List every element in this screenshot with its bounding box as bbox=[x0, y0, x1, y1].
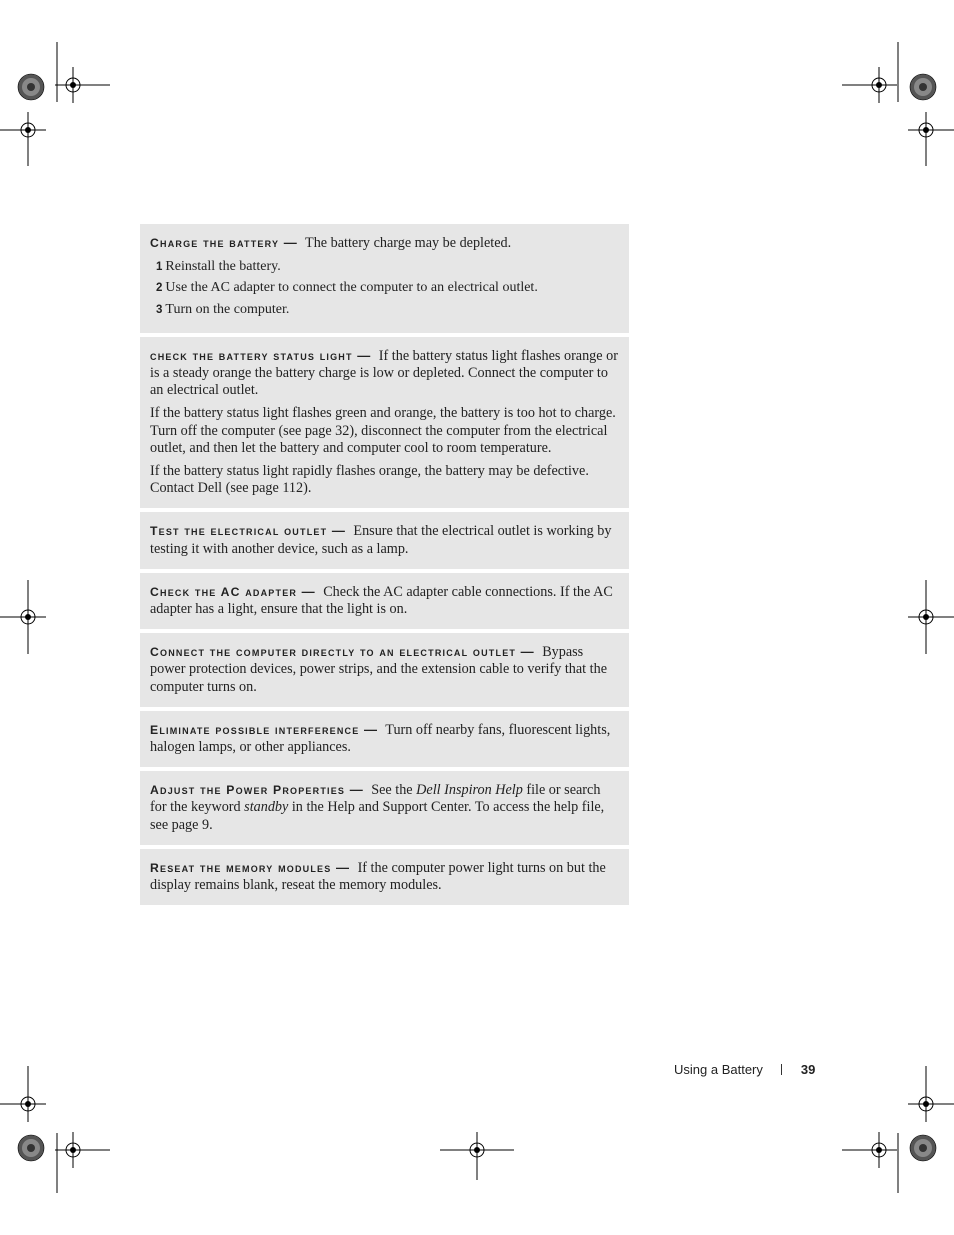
help-title: Dell Inspiron Help bbox=[416, 782, 523, 799]
tip-paragraph: If the battery status light flashes green and orange, the battery is too hot to charge. Turn off the computer (see page 32), disconnect the computer from the electrical outlet, and then let the battery and computer cool to room temperature. bbox=[150, 405, 616, 456]
tip-paragraph bbox=[150, 721, 620, 756]
em-dash: — bbox=[364, 721, 377, 737]
em-dash: — bbox=[520, 644, 534, 660]
step-text: Turn on the computer. bbox=[165, 301, 290, 317]
tip-paragraph bbox=[150, 583, 620, 618]
em-dash: — bbox=[331, 523, 345, 539]
tip-text: The battery charge may be depleted. bbox=[305, 235, 512, 251]
tip-heading: Test the electrical outlet bbox=[150, 524, 328, 539]
tip-paragraph: If the battery status light rapidly flashes orange, the battery may be defective. Contact Dell (see page 112). bbox=[150, 463, 589, 497]
page-footer bbox=[674, 1062, 815, 1077]
color-bar-icon bbox=[18, 74, 44, 100]
tip-text: in the Help and Support Center. To access the help file, see page 9. bbox=[150, 799, 605, 833]
tip-heading: Check the AC adapter bbox=[150, 584, 298, 599]
keyword: standby bbox=[244, 799, 289, 816]
tip-connect-directly bbox=[140, 633, 629, 707]
tip-heading: check the battery status light bbox=[150, 348, 353, 363]
em-dash: — bbox=[349, 782, 363, 798]
tip-text: Ensure that the electrical outlet is working by testing it with another device, such as a lamp. bbox=[150, 523, 612, 557]
tip-paragraph bbox=[150, 859, 620, 894]
tip-text: file or search for the keyword bbox=[150, 782, 601, 816]
tip-paragraph bbox=[150, 781, 620, 834]
tip-heading: Reseat the memory modules bbox=[150, 860, 332, 875]
step-text: Use the AC adapter to connect the computer to an electrical outlet. bbox=[165, 280, 538, 296]
list-item bbox=[156, 258, 620, 276]
tip-text: Turn off nearby fans, fluorescent lights, halogen lamps, or other appliances. bbox=[150, 721, 611, 756]
em-dash: — bbox=[301, 583, 315, 599]
tip-text: Bypass power protection devices, power strips, and the extension cable to verify that the computer turns on. bbox=[150, 644, 608, 695]
tip-paragraph bbox=[150, 643, 620, 696]
step-number: 1 bbox=[156, 261, 163, 274]
tip-heading: Eliminate possible interference bbox=[150, 722, 360, 737]
tip-eliminate-interference bbox=[140, 711, 629, 767]
tip-text: If the battery status light flashes orange or is a steady orange the battery charge is low or depleted. Connect the computer to an electrical outlet. bbox=[150, 347, 618, 399]
tip-paragraph bbox=[150, 347, 620, 400]
list-item bbox=[156, 279, 620, 297]
color-bar-icon bbox=[910, 74, 936, 100]
color-bar-icon bbox=[910, 1135, 936, 1161]
page-number: 39 bbox=[800, 1062, 816, 1077]
footer-section-title: Using a Battery bbox=[674, 1062, 763, 1077]
registration-mark-icon bbox=[861, 67, 897, 103]
step-number: 2 bbox=[156, 282, 163, 295]
troubleshooting-list bbox=[140, 224, 629, 909]
tip-power-properties bbox=[140, 771, 629, 845]
tip-electrical-outlet bbox=[140, 512, 629, 568]
em-dash: — bbox=[283, 235, 297, 250]
tip-heading: Adjust the Power Properties bbox=[150, 783, 346, 798]
color-bar-icon bbox=[18, 1135, 44, 1161]
tip-ac-adapter bbox=[140, 573, 629, 629]
footer-divider bbox=[781, 1064, 782, 1075]
tip-paragraph bbox=[150, 522, 620, 557]
tip-text: If the computer power light turns on but the display remains blank, reseat the memory modules. bbox=[150, 859, 606, 894]
em-dash: — bbox=[357, 347, 371, 363]
tip-text: See the bbox=[371, 782, 413, 799]
tip-text: Check the AC adapter cable connections. If the AC adapter has a light, ensure that the light is on. bbox=[150, 583, 613, 618]
step-number: 3 bbox=[156, 303, 163, 316]
step-list bbox=[150, 258, 620, 319]
tip-battery-status-light bbox=[140, 337, 629, 509]
tip-heading: Connect the computer directly to an electrical outlet bbox=[150, 645, 517, 660]
list-item bbox=[156, 301, 620, 319]
tip-paragraph bbox=[150, 234, 620, 252]
tip-charge-battery bbox=[140, 224, 629, 333]
step-text: Reinstall the battery. bbox=[165, 259, 281, 275]
em-dash: — bbox=[336, 859, 350, 875]
tip-heading: Charge the battery bbox=[150, 236, 280, 250]
tip-reseat-memory bbox=[140, 849, 629, 905]
